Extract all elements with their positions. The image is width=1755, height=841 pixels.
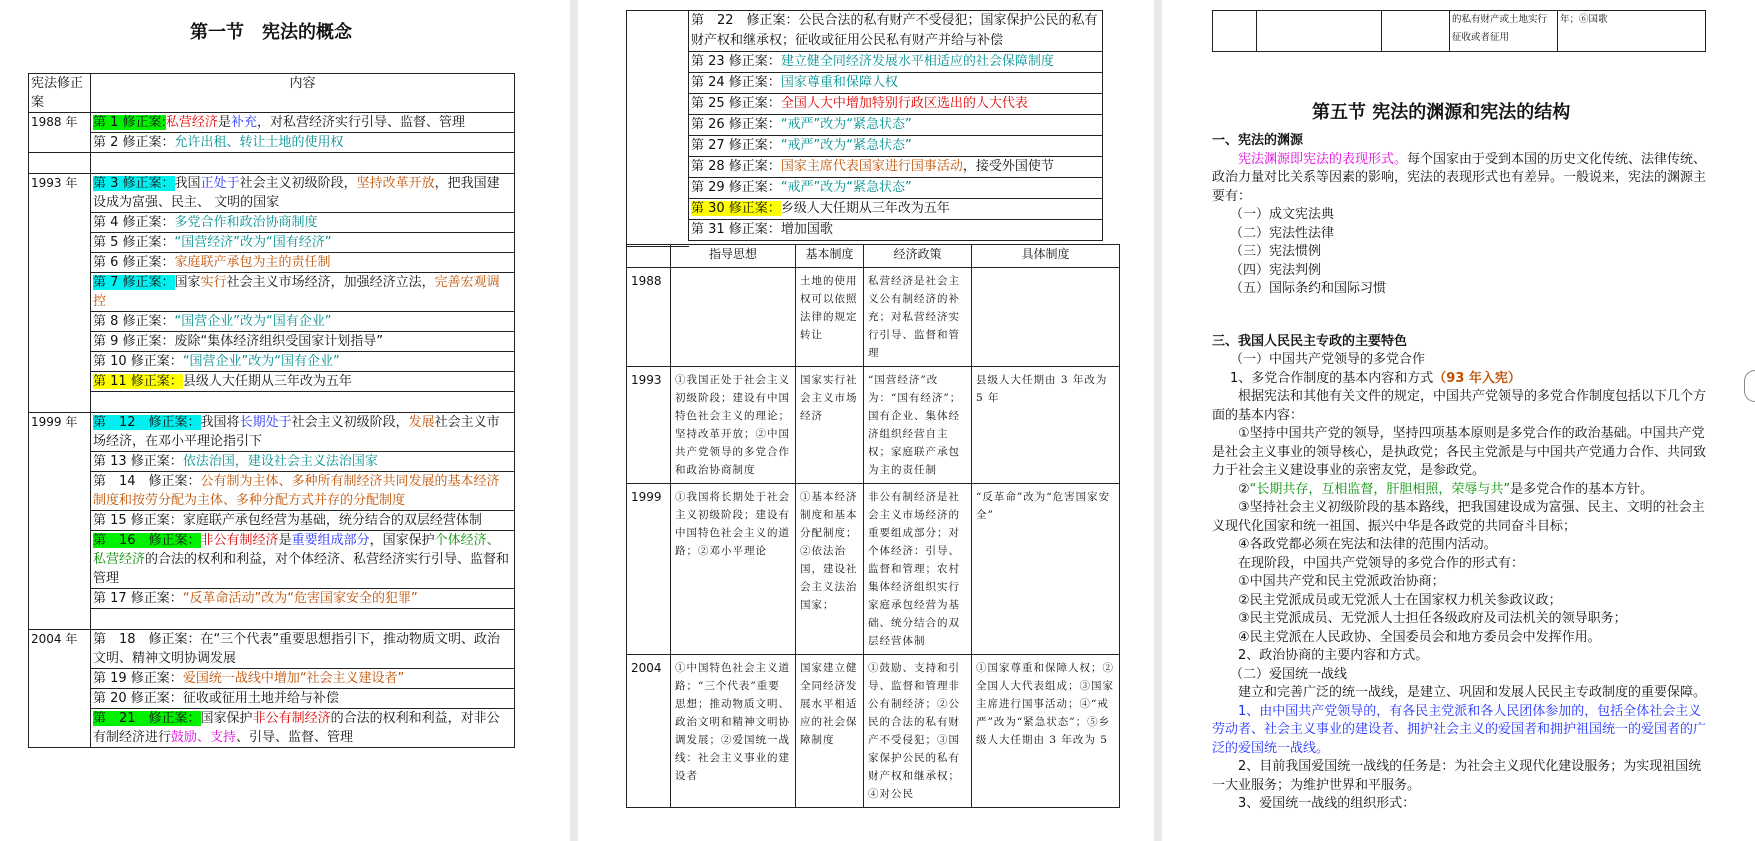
text: 家庭联产承包经营为基础，统分结合的双层经营体制: [182, 513, 482, 528]
text: 是: [217, 115, 231, 130]
amendment-label: 第 14 修正案：: [93, 474, 201, 489]
text: ，接受外国使节: [962, 159, 1054, 174]
text: 1、多党合作制度的基本内容和方式: [1230, 370, 1434, 386]
text: 在“三个代表”重要思想指引下，推动物质文明、政治文明、精神文明协调发展: [93, 632, 501, 666]
list-item: ②民主党派成员或无党派人士在国家权力机关参政议政；: [1238, 592, 1562, 608]
table-cell: “国营经济”改为：“国有经济”；国有企业、集体经济组织经营自主权；家庭联产承包为主的责任制: [864, 367, 972, 484]
table-cell: ①鼓励、支持和引导、监督和管理非公有制经济；②公民的合法的私有财产不受侵犯；③国家保护公民的私有财产权和继承权；④对公民: [864, 655, 972, 808]
list-item: （一）成文宪法典: [1230, 207, 1335, 222]
amendment-label: 第 26 修正案：: [691, 117, 781, 132]
paragraph: ④各政党都必须在宪法和法律的范围内活动。: [1238, 537, 1497, 552]
page-3: [1162, 0, 1755, 841]
highlight-text: 国家主席代表国家进行国事活动: [780, 159, 963, 174]
paragraph: 在现阶段，中国共产党领导的多党合作的形式有：: [1238, 555, 1525, 571]
text: 国家保护: [200, 711, 253, 726]
list-item: （五）国际条约和国际习惯: [1230, 281, 1387, 296]
text: 、引导、监督、管理: [236, 730, 354, 745]
highlight-text: 非公有制经济: [200, 533, 279, 548]
amendment-label: 第 25 修正案：: [691, 96, 781, 111]
paragraph: ③坚持社会主义初级阶段的基本路线，把我国建设成为富强、民主、文明的社会主义现代化国家和统一祖国、振兴中华是各政党的共同奋斗目标；: [1212, 500, 1705, 534]
highlight-text: 全国人大中增加特别行政区选出的人大代表: [780, 96, 1028, 111]
highlight-text: 依法治国，建设社会主义法治国家: [182, 454, 378, 469]
highlight-text: 发展: [408, 415, 435, 430]
amendment-label: 第 3 修正案：: [93, 176, 175, 191]
amendment-label: 第 12 修正案：: [93, 415, 201, 430]
text: 社会主义初级阶段，: [239, 176, 357, 191]
subheading: 一、宪法的渊源: [1212, 133, 1304, 148]
table-row: [29, 273, 515, 312]
highlight-text: 实行: [200, 275, 227, 290]
text: 是多党合作的基本方针。: [1510, 481, 1654, 497]
amendment-label: 第 27 修正案：: [691, 138, 781, 153]
table-cell: 土地的使用权可以依照法律的规定转让: [796, 268, 864, 367]
list-item: （四）宪法判例: [1230, 262, 1322, 278]
table-cell: 国家建立健全同经济发展水平相适应的社会保障制度: [796, 655, 864, 808]
list-item: （二）宪法性法律: [1230, 225, 1335, 241]
table-row: [29, 511, 515, 531]
highlight-text: “反革命活动”改为“危害国家安全的犯罪”: [182, 591, 418, 606]
table-cell: 私营经济是社会主义公有制经济的补充；对私营经济实行引导、监督和管理: [864, 268, 972, 367]
paragraph: 建立和完善广泛的统一战线，是建立、巩固和发展人民民主专政制度的重要保障。: [1238, 685, 1707, 700]
amendment-label: 第 6 修正案：: [93, 255, 175, 270]
table-row: [689, 157, 1103, 178]
year-cell: 1999: [627, 484, 671, 655]
amendment-label: 第 31 修正案：: [691, 222, 781, 237]
table-row: [29, 153, 515, 174]
table-cell: ①我国正处于社会主义初级阶段；建设有中国特色社会主义的理论；坚持改革开放；②中国共产党领导的多党合作和政治协商制度: [671, 367, 796, 484]
highlight-text: 坚持改革开放: [356, 176, 435, 191]
text: ②: [1238, 481, 1250, 497]
highlight-text: “戒严”改为“紧急状态”: [780, 180, 912, 195]
table-row: [29, 630, 515, 669]
table-row: [689, 52, 1103, 73]
highlight-text: 完善宏观调控: [93, 275, 500, 309]
amendment-22: 第 22 修正案：公民合法的私有财产不受侵犯；国家保护公民的私有财产权和继承权；征收或征用公民私有财产并给与补偿: [689, 11, 1103, 52]
amendment-label: 第 9 修正案：: [93, 334, 175, 349]
highlight-text: 爱国统一战线中增加“社会主义建设者”: [182, 671, 405, 686]
paragraph: 2、目前我国爱国统一战线的任务是：为社会主义现代化建设服务；为实现祖国统一大业服务；为维护世界和平服务。: [1212, 759, 1702, 793]
page-2: [578, 0, 1154, 841]
highlight-text: （93 年入宪）: [1433, 370, 1521, 386]
amendment-label: 第 19 修正案：: [93, 671, 183, 686]
table-row: [29, 312, 515, 332]
summary-table-continued: [1212, 10, 1706, 52]
paragraph: 3、爱国统一战线的组织形式：: [1238, 796, 1416, 811]
section-title-1: 第一节 宪法的概念: [190, 22, 352, 43]
table-cell: [972, 268, 1120, 367]
list-item: （三）宪法惯例: [1230, 244, 1322, 259]
table-cell: [671, 268, 796, 367]
table-cell: [1382, 11, 1450, 52]
text: 社会主义市场经济，在邓小平理论指引下: [93, 415, 500, 449]
table-cell: 的私有财产或土地实行征收或者征用: [1450, 11, 1558, 52]
table-row: [29, 174, 515, 213]
table-row: [29, 113, 515, 133]
table-row: [627, 655, 1120, 808]
amendment-label: 第 1 修正案:: [93, 115, 166, 130]
highlight-text: “国营企业”改为“国有企业”: [182, 354, 340, 369]
table-row: [627, 367, 1120, 484]
highlight-text: “戒严”改为“紧急状态”: [780, 138, 912, 153]
highlight-text: 私营经济: [165, 115, 218, 130]
amendment-label: 第 30 修正案：: [691, 201, 781, 216]
amendment-label: 第 20 修正案：: [93, 691, 183, 706]
table-cell: [1213, 11, 1257, 52]
highlight-text: “国营经济”改为“国有经济”: [174, 235, 332, 250]
table-row: [29, 332, 515, 352]
highlight-text: 长期处于: [239, 415, 292, 430]
header-blank: [627, 245, 671, 268]
amendment-label: 第 17 修正案：: [93, 591, 183, 606]
text: 征收或征用土地并给与补偿: [182, 691, 339, 706]
year-2004: 2004 年: [29, 630, 91, 748]
highlight-text: 允许出租、转让土地的使用权: [174, 135, 344, 150]
table-row: [689, 11, 1103, 52]
table-cell: 县级人大任期由 3 年改为 5 年: [972, 367, 1120, 484]
paragraph: ①坚持中国共产党的领导，坚持四项基本原则是多党合作的政治基础。中国共产党是社会主义事业的领导核心，是执政党；各民主党派是与中国共产党通力合作、共同致力于社会主义建设事业的亲密友党，是参政党。: [1212, 426, 1707, 478]
table-left-border: [626, 10, 689, 247]
text: ，国家保护: [369, 533, 435, 548]
text: ，对私营经济实行引导、监督、管理: [256, 115, 465, 130]
text: 社会主义初级阶段，: [291, 415, 409, 430]
table-cell: 年；⑥国歌: [1558, 11, 1706, 52]
table-row: [29, 233, 515, 253]
amendment-label: 第 5 修正案：: [93, 235, 175, 250]
year-cell: 1988: [627, 268, 671, 367]
highlight-text: 家庭联产承包为主的责任制: [174, 255, 331, 270]
year-1993: 1993 年: [29, 174, 91, 413]
header-economic-policy: 经济政策: [864, 245, 972, 268]
year-1999: 1999 年: [29, 413, 91, 630]
text: 我国将: [200, 415, 240, 430]
amendment-label: 第 28 修正案：: [691, 159, 781, 174]
table-row: [689, 115, 1103, 136]
table-row: [29, 531, 515, 589]
amendments-table-continued: [688, 10, 1103, 241]
header-specific-system: 具体制度: [972, 245, 1120, 268]
amendment-label: 第 18 修正案：: [93, 632, 201, 647]
text: 每个国家由于受到本国的历史文化传统、法律传统、政治力量对比关系等因素的影响，宪法的表现形式也有差异。一般说来，宪法的渊源主要有：: [1212, 151, 1707, 204]
table-row: [29, 213, 515, 233]
table-row: [29, 452, 515, 472]
amendment-label: 第 21 修正案：: [93, 711, 201, 726]
highlight-text: 国家尊重和保障人权: [780, 75, 898, 90]
highlight-text: 宪法渊源即宪法的表现形式。: [1238, 151, 1408, 167]
table-row: [29, 253, 515, 273]
paragraph: 根据宪法和其他有关文件的规定，中国共产党领导的多党合作制度包括以下几个方面的基本内容：: [1212, 389, 1707, 423]
scroll-handle[interactable]: [1744, 370, 1755, 402]
text: 县级人大任期从三年改为五年: [182, 374, 352, 389]
table-row: [29, 472, 515, 511]
amendment-label: 第 13 修正案：: [93, 454, 183, 469]
table-cell: 非公有制经济是社会主义市场经济的重要组成部分；对个体经济：引导、监督和管理；农村集体经济组织实行家庭承包经营为基础、统分结合的双层经营体制: [864, 484, 972, 655]
highlight-text: 公有制为主体、多种所有制经济共同发展的基本经济制度和按劳分配为主体、多种分配方式并存的分配制度: [93, 474, 500, 508]
table-row: [689, 178, 1103, 199]
highlight-text: 鼓励、支持: [171, 730, 237, 745]
page-1: [0, 0, 570, 841]
table-row: [29, 372, 515, 392]
text: 我国: [174, 176, 201, 191]
table-cell: ①国家尊重和保障人权；②全国人大代表组成；③国家主席进行国事活动；④“戒严”改为“紧急状态”；⑤乡级人大任期由 3 年改为 5: [972, 655, 1120, 808]
table-row: [29, 133, 515, 153]
table-header: [29, 74, 515, 113]
amendment-label: 第 16 修正案：: [93, 533, 201, 548]
amendment-label: 第 8 修正案：: [93, 314, 175, 329]
highlight-text: “国营企业”改为“国有企业”: [174, 314, 332, 329]
year-1988: 1988 年: [29, 113, 91, 153]
table-row: [29, 709, 515, 748]
table-cell: ①基本经济制度和基本分配制度；②依法治国，建设社会主义法治国家；: [796, 484, 864, 655]
text: 是: [278, 533, 292, 548]
paragraph: （二）爱国统一战线: [1230, 666, 1348, 682]
text: 国家: [174, 275, 201, 290]
paragraph: [1212, 151, 1712, 207]
table-row: [29, 609, 515, 630]
subheading: 三、我国人民民主专政的主要特色: [1212, 333, 1408, 349]
amendment-label: 第 4 修正案：: [93, 215, 175, 230]
summary-table: [626, 244, 1120, 808]
text: 乡级人大任期从三年改为五年: [780, 201, 950, 216]
highlight-text: 重要组成部分: [291, 533, 370, 548]
amendment-label: 第 29 修正案：: [691, 180, 781, 195]
highlight-text: “长期共存，互相监督，肝胆相照，荣辱与共”: [1249, 481, 1511, 497]
table-cell: 国家实行社会主义市场经济: [796, 367, 864, 484]
header-guiding-ideology: 指导思想: [671, 245, 796, 268]
text: ，把我国建设成为富强、民主、 文明的国家: [93, 176, 500, 210]
text: 废除“集体经济组织受国家计划指导”: [174, 334, 384, 349]
highlight-text: 个体经济、私营经济: [93, 533, 500, 567]
table-row: [689, 136, 1103, 157]
table-row: [29, 589, 515, 609]
table-row: [689, 94, 1103, 115]
table-row: [1213, 11, 1706, 52]
table-row: [627, 268, 1120, 367]
table-cell: ①中国特色社会主义道路；“三个代表”重要思想；推动物质文明、政治文明和精神文明协调发展；②爱国统一战线：社会主义事业的建设者: [671, 655, 796, 808]
amendment-label: 第 10 修正案：: [93, 354, 183, 369]
table-row: [627, 484, 1120, 655]
table-cell: [1257, 11, 1382, 52]
paragraph: [1212, 481, 1712, 500]
amendment-label: 第 11 修正案：: [93, 374, 183, 389]
table-row: [29, 392, 515, 413]
highlight-text: 建立健全同经济发展水平相适应的社会保障制度: [780, 54, 1054, 69]
table-row: [29, 413, 515, 452]
text: 增加国歌: [780, 222, 833, 237]
table-row: [29, 689, 515, 709]
section-title-5: 第五节 宪法的渊源和宪法的结构: [1312, 102, 1571, 123]
amendments-table: [28, 73, 515, 748]
highlight-text: 多党合作和政治协商制度: [174, 215, 318, 230]
table-row: [689, 199, 1103, 220]
amendment-label: 第 15 修正案：: [93, 513, 183, 528]
table-row: [29, 352, 515, 372]
list-item: ③民主党派成员、无党派人士担任各级政府及司法机关的领导职务；: [1238, 611, 1627, 626]
text: 的合法的权利和利益，对个体经济、私营经济实行引导、监督和管理: [93, 552, 510, 586]
highlight-text: 补充: [230, 115, 257, 130]
header-content: 内容: [91, 74, 515, 113]
table-row: [689, 220, 1103, 241]
text: 的合法的权利和利益，对非公有制经济进行: [93, 711, 500, 745]
amendment-label: 第 2 修正案：: [93, 135, 175, 150]
amendment-label: 第 23 修正案：: [691, 54, 781, 69]
paragraph: （一）中国共产党领导的多党合作: [1230, 352, 1426, 367]
table-header: [627, 245, 1120, 268]
list-item: ④民主党派在人民政协、全国委员会和地方委员会中发挥作用。: [1238, 629, 1601, 645]
highlight-text: 正处于: [200, 176, 240, 191]
amendment-label: 第 24 修正案：: [691, 75, 781, 90]
paragraph: 2、政治协商的主要内容和方式。: [1238, 648, 1429, 663]
paragraph: 1、由中国共产党领导的，有各民主党派和各人民团体参加的，包括全体社会主义劳动者、社会主义事业的建设者、拥护社会主义的爱国者和拥护祖国统一的爱国者的广泛的爱国统一战线。: [1212, 703, 1707, 756]
table-row: [689, 73, 1103, 94]
header-basic-system: 基本制度: [796, 245, 864, 268]
text: 社会主义市场经济，加强经济立法，: [226, 275, 435, 290]
list-item: ①中国共产党和民主党派政治协商；: [1238, 574, 1445, 589]
highlight-text: 非公有制经济: [252, 711, 331, 726]
year-cell: 1993: [627, 367, 671, 484]
year-cell: 2004: [627, 655, 671, 808]
spacer: [1212, 299, 1712, 333]
table-cell: “反革命”改为“危害国家安全”: [972, 484, 1120, 655]
table-row: [29, 669, 515, 689]
amendment-label: 第 7 修正案：: [93, 275, 175, 290]
paragraph: [1212, 370, 1712, 389]
highlight-text: “戒严”改为“紧急状态”: [780, 117, 912, 132]
section-body: [1212, 132, 1712, 814]
table-cell: ①我国将长期处于社会主义初级阶段；建设有中国特色社会主义的道路；②邓小平理论: [671, 484, 796, 655]
header-amendment: 宪法修正案: [29, 74, 91, 113]
